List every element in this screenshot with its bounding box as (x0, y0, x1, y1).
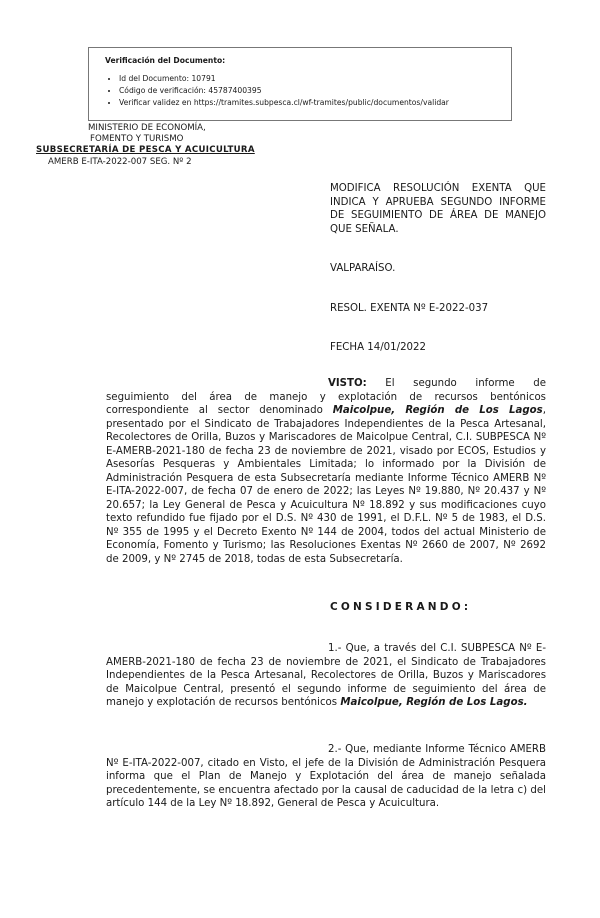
considerando-2-text: 2.- Que, mediante Informe Técnico AMERB Nº E-ITA-2022-007, citado en Visto, el jefe de la División de Administración Pesquera informa que el Plan de Manejo y Explotación del área de manejo señalada precedentemente, se encuentra afectado por la causal de caducidad de la letra c) del artículo 144 de la Ley Nº 18.892, General de Pesca y Acuicultura. (106, 744, 546, 809)
considerando-heading: CONSIDERANDO: (330, 601, 472, 613)
resolution-number: RESOL. EXENTA Nº E-2022-037 (330, 303, 489, 314)
considerando-1-text: 1.- Que, a través del C.I. SUBPESCA Nº E-AMERB-2021-180 de fecha 23 de noviembre de 2021, el Sindicato de Trabajadores Independientes de la Pesca Artesanal, Recolectores de Orilla, Buzos y Mariscadores de Maicolpue Central, presentó el segundo informe de seguimiento del área de manejo y explotación de recursos bentónicos (106, 643, 546, 708)
visto-label: VISTO: (328, 378, 367, 389)
document-id: • Id del Documento: 10791 (119, 73, 511, 85)
verification-box (88, 47, 512, 121)
considerando-paragraph-1 (106, 642, 546, 710)
verification-list (105, 73, 511, 109)
verification-code: • Código de verificación: 45787400395 (119, 85, 511, 97)
resolution-date: FECHA 14/01/2022 (330, 342, 426, 353)
visto-location: Maicolpue, Región de Los Lagos (332, 405, 543, 416)
ministry-line1: MINISTERIO DE ECONOMÍA, (88, 123, 206, 133)
resolution-place: VALPARAÍSO. (330, 263, 396, 274)
document-reference: AMERB E-ITA-2022-007 SEG. Nº 2 (48, 157, 192, 167)
verification-url[interactable]: • Verificar validez en https://tramites.subpesca.cl/wf-tramites/public/documentos/validar (119, 97, 511, 109)
resolution-title: MODIFICA RESOLUCIÓN EXENTA QUE INDICA Y APRUEBA SEGUNDO INFORME DE SEGUIMIENTO DE ÁREA DE MANEJO QUE SEÑALA. (330, 183, 546, 235)
visto-paragraph (106, 377, 546, 566)
ministry-line2: FOMENTO Y TURISMO (90, 134, 184, 144)
considerando-1-location: Maicolpue, Región de Los Lagos. (340, 697, 528, 708)
visto-text-a: El segundo informe de seguimiento del área de manejo y explotación de recursos bentónicos correspondiente al sector denominado (106, 378, 546, 416)
considerando-paragraph-2 (106, 743, 546, 811)
verification-title: Verificación del Documento: (105, 56, 226, 65)
subsecretaria-name: SUBSECRETARÍA DE PESCA Y ACUICULTURA (36, 145, 255, 155)
visto-text-b: , presentado por el Sindicato de Trabajadores Independientes de la Pesca Artesanal, Recolectores de Orilla, Buzos y Mariscadores de Maicolpue Central, C.I. SUBPESCA Nº E-AMERB-2021-180 de fecha 23 de noviembre de 2021, visado por ECOS, Estudios y Asesorías Pesqueras y Ambientales Limitada; lo informado por la División de Administración Pesquera de esta Subsecretaría mediante Informe Técnico AMERB Nº E-ITA-2022-007, de fecha 07 de enero de 2022; las Leyes Nº 19.880, Nº 20.437 y Nº 20.657; la Ley General de Pesca y Acuicultura Nº 18.892 y sus modificaciones cuyo texto refundido fue fijado por el D.S. Nº 430 de 1991, el D.F.L. Nº 5 de 1983, el D.S. Nº 355 de 1995 y el Decreto Exento Nº 144 de 2004, todos del actual Ministerio de Economía, Fomento y Turismo; las Resoluciones Exentas Nº 2660 de 2007, Nº 2692 de 2009, y Nº 2745 de 2018, todas de esta Subsecretaría. (106, 405, 546, 565)
